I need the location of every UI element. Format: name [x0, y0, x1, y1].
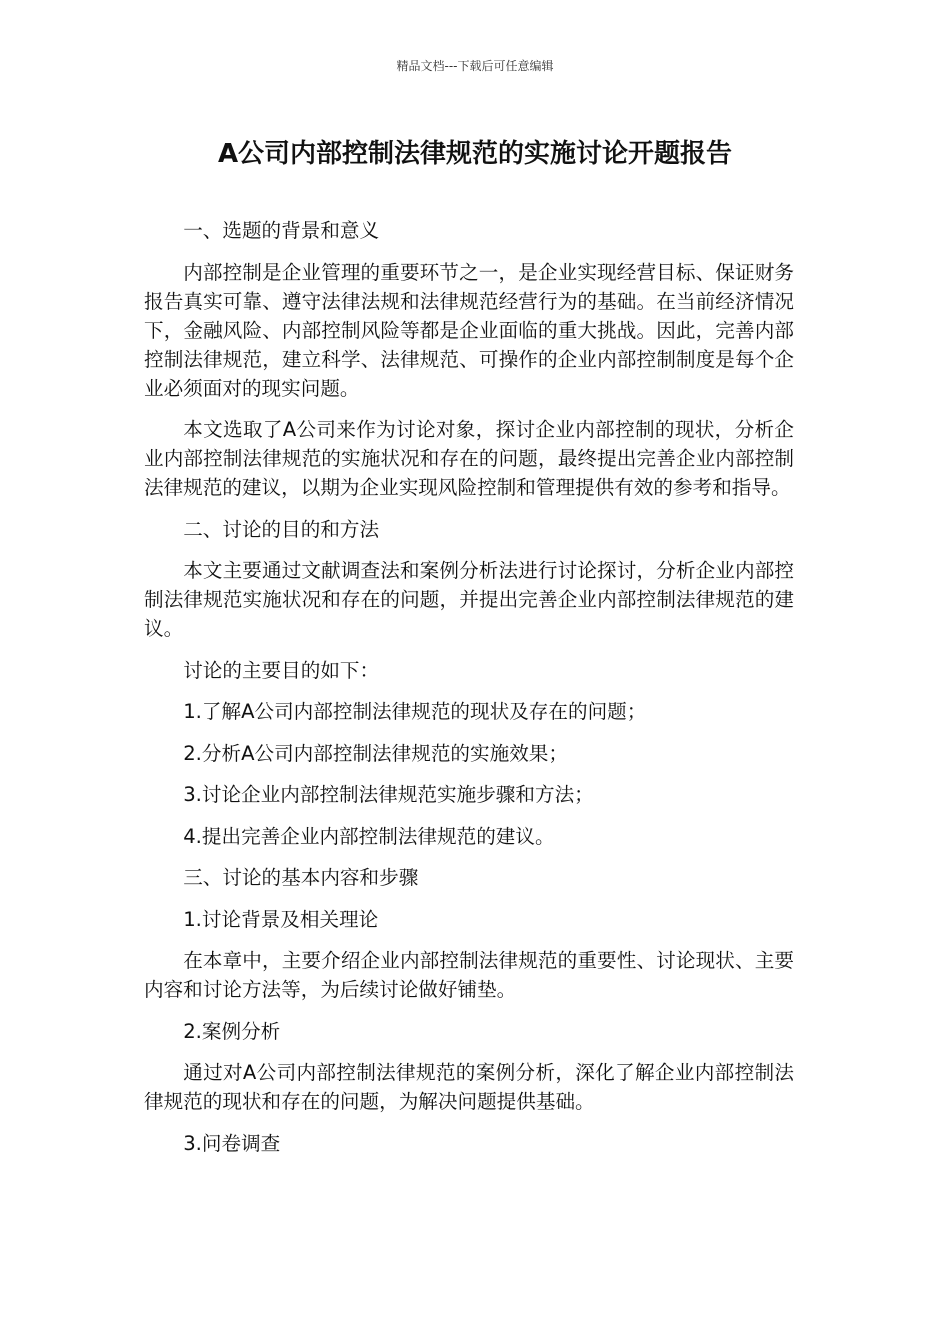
section-heading-background: 一、选题的背景和意义 [183, 219, 380, 242]
paragraph-theory: 在本章中，主要介绍企业内部控制法律规范的重要性、讨论现状、主要内容和讨论方法等，为后续讨论做好铺垫。 [144, 949, 794, 1001]
list-item-goal-4: 4.提出完善企业内部控制法律规范的建议。 [183, 824, 555, 848]
subheading-survey: 3.问卷调查 [183, 1131, 281, 1155]
section-heading-content: 三、讨论的基本内容和步骤 [183, 866, 419, 889]
paragraph-subject: 本文选取了A公司来作为讨论对象，探讨企业内部控制的现状，分析企业内部控制法律规范的实施状况和存在的问题，最终提出完善企业内部控制法律规范的建议，以期为企业实现风险控制和管理提供有效的参考和指导。 [144, 418, 794, 499]
paragraph-method: 本文主要通过文献调查法和案例分析法进行讨论探讨，分析企业内部控制法律规范实施状况和存在的问题，并提出完善企业内部控制法律规范的建议。 [144, 559, 794, 640]
header-note: 精品文档---下载后可任意编辑 [396, 59, 554, 73]
paragraph-background: 内部控制是企业管理的重要环节之一，是企业实现经营目标、保证财务报告真实可靠、遵守法律法规和法律规范经营行为的基础。在当前经济情况下，金融风险、内部控制风险等都是企业面临的重大挑战。因此，完善内部控制法律规范，建立科学、法律规范、可操作的企业内部控制制度是每个企业必须面对的现实问题。 [144, 260, 794, 400]
subheading-case-analysis: 2.案例分析 [183, 1019, 281, 1043]
subheading-theory: 1.讨论背景及相关理论 [183, 907, 379, 931]
document-body [144, 216, 794, 1170]
list-item-goal-1: 1.了解A公司内部控制法律规范的现状及存在的问题； [183, 700, 647, 723]
paragraph-goals-intro: 讨论的主要目的如下： [183, 658, 380, 682]
section-heading-purpose: 二、讨论的目的和方法 [183, 517, 380, 541]
list-item-goal-2: 2.分析A公司内部控制法律规范的实施效果； [183, 741, 568, 765]
list-item-goal-3: 3.讨论企业内部控制法律规范实施步骤和方法； [183, 783, 594, 806]
paragraph-case-analysis: 通过对A公司内部控制法律规范的案例分析，深化了解企业内部控制法律规范的现状和存在的问题，为解决问题提供基础。 [144, 1061, 794, 1113]
document-title: A公司内部控制法律规范的实施讨论开题报告 [217, 139, 733, 169]
